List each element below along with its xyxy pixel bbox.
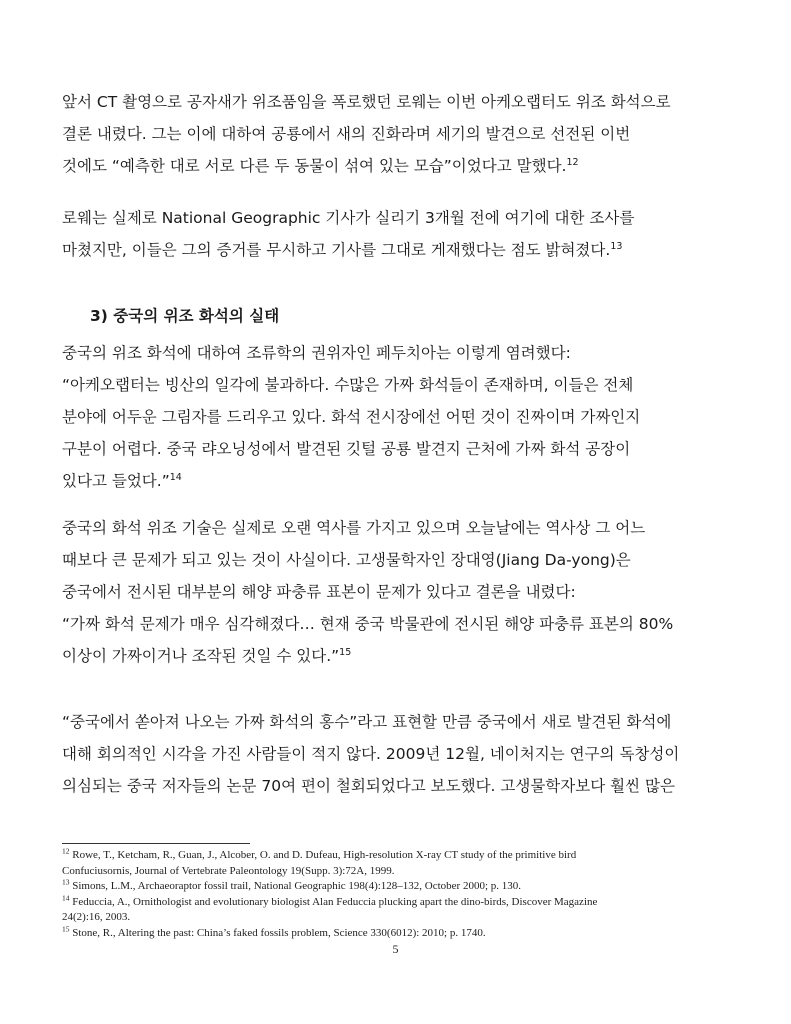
paragraph: [62, 86, 730, 182]
text-line: 앞서 CT 촬영으로 공자새가 위조품임을 폭로했던 로웨는 이번 아케오랩터도 위조 화석으로: [62, 93, 671, 111]
text-line: “가짜 화석 문제가 매우 심각해졌다… 현재 중국 박물관에 전시된 해양 파충류 표본의 80%: [62, 615, 674, 633]
paragraph: [62, 706, 730, 802]
footnote-ref: 12: [566, 156, 579, 168]
text-line: 중국의 화석 위조 기술은 실제로 오랜 역사를 가지고 있으며 오늘날에는 역사상 그 어느: [62, 519, 646, 537]
paragraph: [62, 512, 730, 672]
text-line-content: 있다고 들었다.”: [62, 472, 170, 490]
footnote-separator: [62, 843, 250, 844]
text-line-content: 이상이 가짜이거나 조작된 것일 수 있다.”: [62, 647, 340, 665]
footnote-text: Simons, L.M., Archaeoraptor fossil trail, National Geographic 198(4):128–132, October 2000; p. 130.: [72, 880, 522, 892]
text-line: 결론 내렸다. 그는 이에 대하여 공룡에서 새의 진화라며 세기의 발견으로 선전된 이번: [62, 125, 631, 143]
text-line: “중국에서 쏟아져 나오는 가짜 화석의 홍수”라고 표현할 만큼 중국에서 새로 발견된 화석에: [62, 713, 672, 731]
paragraph: [62, 202, 730, 266]
text-line: 의심되는 중국 저자들의 논문 70여 편이 철회되었다고 보도했다. 고생물학자보다 훨씬 많은: [62, 777, 675, 795]
text-line: [62, 150, 730, 182]
text-line: 로웨는 실제로 National Geographic 기사가 실리기 3개월 전에 여기에 대한 조사를: [62, 209, 635, 227]
text-line: 대해 회의적인 시각을 가진 사람들이 적지 않다. 2009년 12월, 네이처지는 연구의 독창성이: [62, 745, 680, 763]
text-line: 때보다 큰 문제가 되고 있는 것이 사실이다. 고생물학자인 장대영(Jiang Da-yong)은: [62, 551, 631, 569]
footnote: [62, 879, 730, 895]
text-line: “아케오랩터는 빙산의 일각에 불과하다. 수많은 가짜 화석들이 존재하며, 이들은 전체: [62, 376, 634, 394]
text-line: 분야에 어두운 그림자를 드리우고 있다. 화석 전시장에선 어떤 것이 진짜이며 가짜인지: [62, 408, 641, 426]
footnote-ref: 14: [169, 471, 182, 483]
footnote-number: 14: [62, 892, 70, 902]
footnote: [62, 923, 730, 942]
text-line-content: 마쳤지만, 이들은 그의 증거를 무시하고 기사를 그대로 게재했다는 점도 밝혀졌다.: [62, 241, 611, 259]
footnote-ref: 13: [610, 240, 623, 252]
footnote: [62, 848, 730, 879]
footnote-number: 13: [62, 877, 70, 887]
section-heading: 3) 중국의 위조 화석의 실태: [90, 307, 280, 325]
footnote-ref: 15: [339, 646, 352, 658]
text-line-content: 것에도 “예측한 대로 서로 다른 두 동물이 섞여 있는 모습”이었다고 말했다.: [62, 157, 567, 175]
footnote-text: 24(2):16, 2003.: [62, 911, 131, 923]
footnotes: [62, 848, 730, 941]
footnote-text: Stone, R., Altering the past: China’s faked fossils problem, Science 330(6012): 2010; p. 1740.: [72, 926, 486, 939]
text-line: [62, 640, 730, 672]
footnote-text: Rowe, T., Ketcham, R., Guan, J., Alcober, O. and D. Dufeau, High-resolution X-ray CT study of the primitive bird: [72, 849, 577, 861]
text-line: 중국의 위조 화석에 대하여 조류학의 권위자인 페두치아는 이렇게 염려했다:: [62, 344, 571, 362]
footnote-text: Confuciusornis, Journal of Vertebrate Paleontology 19(Supp. 3):72A, 1999.: [62, 864, 395, 877]
footnote: [62, 892, 730, 926]
text-line: 구분이 어렵다. 중국 랴오닝성에서 발견된 깃털 공룡 발견지 근처에 가짜 화석 공장이: [62, 440, 631, 458]
footnote-number: 12: [62, 846, 70, 856]
page-number: 5: [392, 942, 399, 956]
footnote-text: Feduccia, A., Ornithologist and evolutionary biologist Alan Feduccia plucking apart the dino-birds, Discover Magazine: [72, 895, 598, 908]
text-line: [62, 234, 730, 266]
paragraph: [62, 337, 730, 497]
text-line: 중국에서 전시된 대부분의 해양 파충류 표본이 문제가 있다고 결론을 내렸다:: [62, 583, 576, 601]
footnote-number: 15: [62, 923, 70, 933]
text-line: [62, 465, 730, 497]
